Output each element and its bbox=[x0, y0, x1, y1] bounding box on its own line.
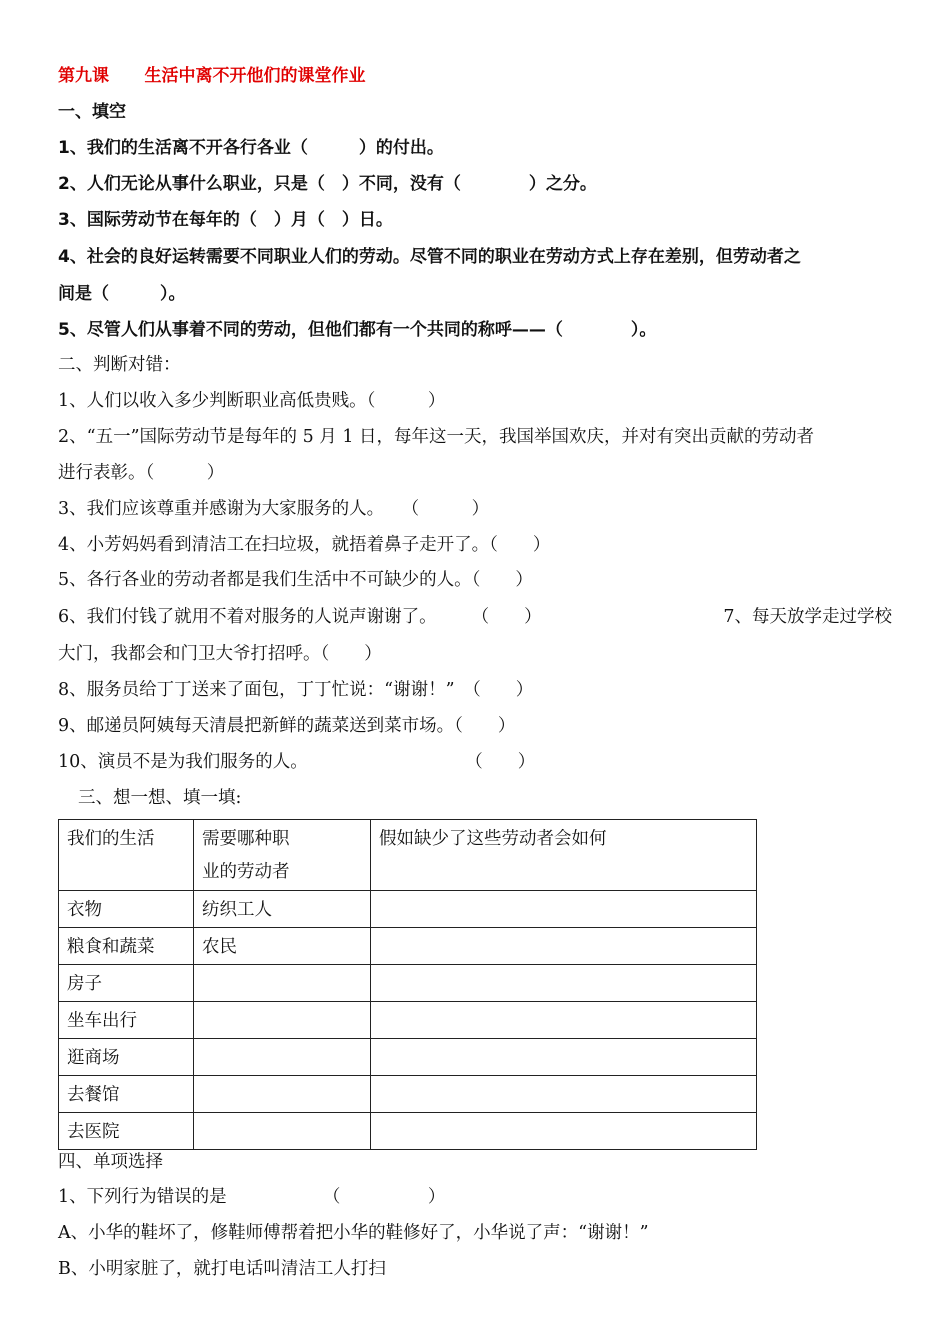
choice-option-a: A、小华的鞋坏了，修鞋师傅帮着把小华的鞋修好了，小华说了声：“谢谢！” bbox=[58, 1223, 649, 1243]
judge-item-2-cont: 进行表彰。（ ） bbox=[58, 463, 225, 483]
table-cell: 坐车出行 bbox=[59, 1002, 194, 1039]
workers-table bbox=[58, 819, 757, 1150]
judge-item-6-7-line bbox=[58, 605, 892, 629]
lesson-name: 生活中离不开他们的课堂作业 bbox=[144, 66, 366, 86]
table-cell: 衣物 bbox=[59, 891, 194, 928]
table-cell-blank bbox=[371, 1039, 757, 1076]
judge-item-7: 7、每天放学走过学校 bbox=[723, 607, 892, 627]
table-cell-blank bbox=[194, 965, 371, 1002]
header-cell-workers: 需要哪种职 业的劳动者 bbox=[194, 820, 371, 891]
table-row bbox=[59, 1039, 757, 1076]
fill-blank-3: 3、国际劳动节在每年的（ ）月（ ）日。 bbox=[58, 210, 393, 230]
table-row bbox=[59, 1002, 757, 1039]
judge-item-7-cont: 大门，我都会和门卫大爷打招呼。（ ） bbox=[58, 644, 382, 664]
table-cell: 农民 bbox=[194, 928, 371, 965]
judge-item-10: 10、演员不是为我们服务的人。 （ ） bbox=[58, 752, 536, 772]
judge-item-5: 5、各行各业的劳动者都是我们生活中不可缺少的人。（ ） bbox=[58, 570, 533, 590]
table-row bbox=[59, 928, 757, 965]
table-row bbox=[59, 891, 757, 928]
choice-question-1: 1、下列行为错误的是 （ ） bbox=[58, 1187, 446, 1207]
table-cell-blank bbox=[194, 1076, 371, 1113]
table-row bbox=[59, 965, 757, 1002]
header-cell-life: 我们的生活 bbox=[59, 820, 194, 891]
fill-blank-4-cont: 间是（ ）。 bbox=[58, 284, 186, 304]
section3-heading: 三、想一想、填一填: bbox=[78, 788, 242, 808]
table-cell-blank bbox=[194, 1002, 371, 1039]
header-cell-consequence: 假如缺少了这些劳动者会如何 bbox=[371, 820, 757, 891]
judge-item-1: 1、人们以收入多少判断职业高低贵贱。（ ） bbox=[58, 391, 446, 411]
table-cell: 房子 bbox=[59, 965, 194, 1002]
table-cell-blank bbox=[371, 1076, 757, 1113]
table-cell: 去医院 bbox=[59, 1113, 194, 1150]
table-cell: 粮食和蔬菜 bbox=[59, 928, 194, 965]
table-cell-blank bbox=[371, 1113, 757, 1150]
fill-blank-2: 2、人们无论从事什么职业，只是（ ）不同，没有（ ）之分。 bbox=[58, 174, 597, 194]
table-cell: 逛商场 bbox=[59, 1039, 194, 1076]
section4-heading: 四、单项选择 bbox=[58, 1152, 163, 1172]
choice-option-b: B、小明家脏了，就打电话叫清洁工人打扫 bbox=[58, 1259, 386, 1279]
judge-item-2: 2、“五一”国际劳动节是每年的 5 月 1 日，每年这一天，我国举国欢庆，并对有突出贡献的劳动者 bbox=[58, 427, 815, 447]
judge-item-8: 8、服务员给丁丁送来了面包，丁丁忙说：“谢谢！” （ ） bbox=[58, 680, 534, 700]
table-cell-blank bbox=[194, 1039, 371, 1076]
section1-heading: 一、填空 bbox=[58, 102, 126, 122]
table-cell: 去餐馆 bbox=[59, 1076, 194, 1113]
table-cell-blank bbox=[371, 928, 757, 965]
judge-item-9: 9、邮递员阿姨每天清晨把新鲜的蔬菜送到菜市场。（ ） bbox=[58, 716, 516, 736]
judge-item-6: 6、我们付钱了就用不着对服务的人说声谢谢了。 （ ） bbox=[58, 607, 542, 627]
table-row bbox=[59, 1113, 757, 1150]
fill-blank-1: 1、我们的生活离不开各行各业（ ）的付出。 bbox=[58, 138, 444, 158]
table-cell-blank bbox=[371, 965, 757, 1002]
table-row bbox=[59, 1076, 757, 1113]
judge-item-4: 4、小芳妈妈看到清洁工在扫垃圾，就捂着鼻子走开了。（ ） bbox=[58, 535, 551, 555]
lesson-number: 第九课 bbox=[58, 66, 109, 86]
fill-blank-5: 5、尽管人们从事着不同的劳动，但他们都有一个共同的称呼——（ ）。 bbox=[58, 320, 657, 340]
page-title bbox=[58, 64, 366, 88]
table-cell-blank bbox=[194, 1113, 371, 1150]
table-cell-blank bbox=[371, 1002, 757, 1039]
judge-item-3: 3、我们应该尊重并感谢为大家服务的人。 （ ） bbox=[58, 499, 490, 519]
fill-blank-4: 4、社会的良好运转需要不同职业人们的劳动。尽管不同的职业在劳动方式上存在差别，但劳动者之 bbox=[58, 247, 801, 267]
section2-heading: 二、判断对错： bbox=[58, 355, 181, 375]
table-cell-blank bbox=[371, 891, 757, 928]
table-cell: 纺织工人 bbox=[194, 891, 371, 928]
table-header-row bbox=[59, 820, 757, 891]
